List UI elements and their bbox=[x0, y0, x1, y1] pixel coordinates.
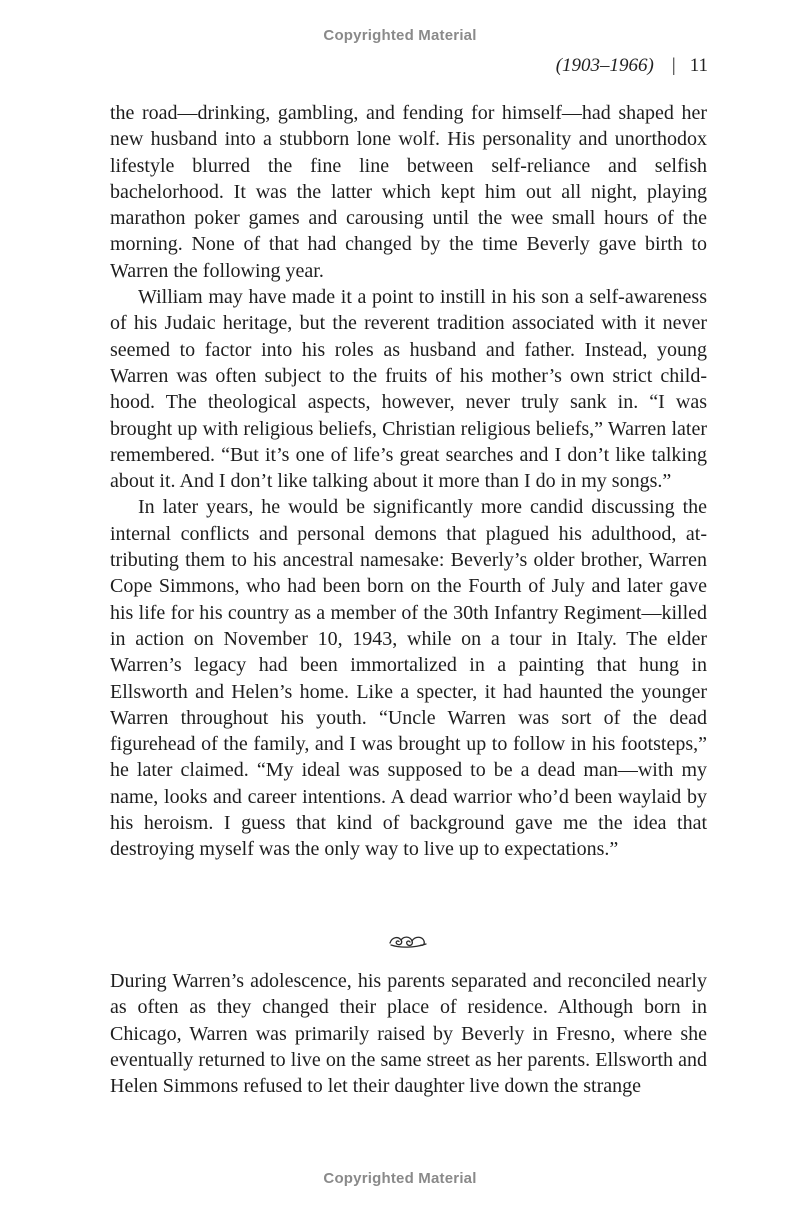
paragraph: William may have made it a point to instill in his son a self-awareness of his Judaic heritage, but the reverent tradition associated with it never seemed to factor into his roles as husband and father. Instead, young Warren was often subject to the fruits of his mother’s own strict childhood. The theological aspects, however, never truly sank in. “I was brought up with religious beliefs, Christian religious beliefs,” Warren later remembered. “But it’s one of life’s great searches and I don’t like talking about it. And I don’t like talking about it more than I do in my songs.” bbox=[110, 286, 707, 493]
page-number: 11 bbox=[689, 55, 708, 76]
chapter-dates: (1903–1966) bbox=[555, 55, 654, 76]
watermark-top: Copyrighted Material bbox=[323, 27, 477, 44]
paragraph: During Warren’s adolescence, his parents separated and reconciled nearly as often as they changed their place of residence. Although born in Chicago, Warren was primarily raised by Beverly in Fresno, where she eventually returned to live on the same street as her parents. Ellsworth and Helen Simmons refused to let their daughter live down the strange bbox=[110, 970, 707, 1098]
running-head bbox=[556, 55, 708, 77]
header-separator: | bbox=[671, 55, 676, 76]
body-text-continued bbox=[110, 968, 707, 1099]
watermark-bottom: Copyrighted Material bbox=[323, 1170, 477, 1187]
section-break-flourish-icon bbox=[388, 933, 428, 949]
paragraph: the road—drinking, gambling, and fending for himself—had shaped her new husband into a stubborn lone wolf. His personality and unorthodox lifestyle blurred the fine line between self-reliance and selfish bachelorhood. It was the latter which kept him out all night, playing marathon poker games and carousing until the wee small hours of the morning. None of that had changed by the time Beverly gave birth to Warren the following year. bbox=[110, 102, 707, 282]
paragraph: In later years, he would be significantly more candid discussing the internal conflicts and personal demons that plagued his adulthood, attributing them to his ancestral namesake: Beverly’s older brother, Warren Cope Simmons, who had been born on the Fourth of July and later gave his life for his country as a member of the 30th Infantry Regiment—killed in action on November 10, 1943, while on a tour in Italy. The elder Warren’s legacy had been immortalized in a painting that hung in Ellsworth and Helen’s home. Like a specter, it had haunted the younger Warren throughout his youth. “Uncle Warren was sort of the dead figurehead of the family, and I was brought up to follow in his footsteps,” he later claimed. “My ideal was supposed to be a dead man—with my name, looks and career intentions. A dead warrior who’d been waylaid by his heroism. I guess that kind of background gave me the idea that destroying myself was the only way to live up to expectations.” bbox=[110, 496, 707, 861]
body-text bbox=[110, 100, 707, 863]
